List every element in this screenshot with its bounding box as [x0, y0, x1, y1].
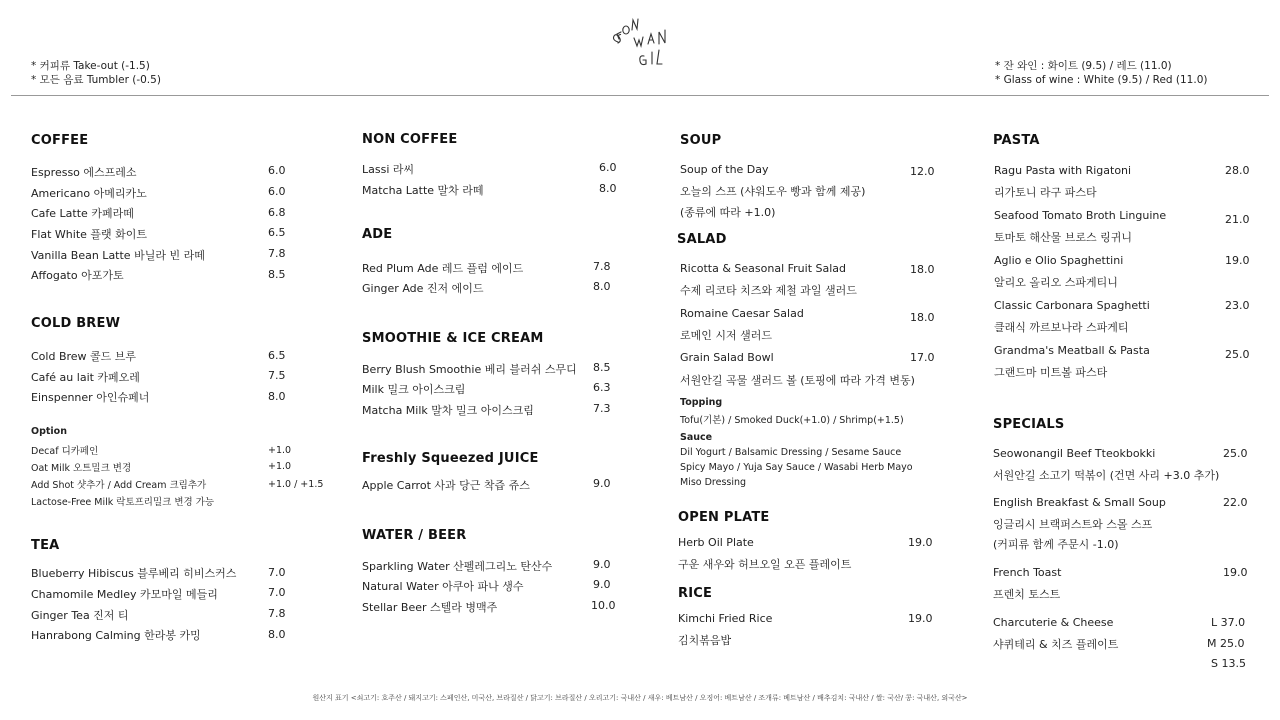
menu-item-price: 9.0	[593, 558, 611, 571]
menu-item-name: Charcuterie & Cheese	[993, 616, 1114, 629]
menu-item-price: 7.8	[268, 247, 286, 260]
coffee-title: COFFEE	[31, 133, 89, 148]
menu-item-price: 6.0	[268, 164, 286, 177]
menu-item-subtitle: 클래식 까르보나라 스파게티	[994, 321, 1129, 334]
menu-item-name: Herb Oil Plate	[678, 536, 754, 549]
menu-item-name: Apple Carrot 사과 당근 착즙 쥬스	[362, 479, 530, 492]
menu-item-price: 6.3	[593, 381, 611, 394]
menu-item-price: 10.0	[591, 599, 616, 612]
menu-item-price: 9.0	[593, 477, 611, 490]
menu-item-price: 23.0	[1225, 299, 1250, 312]
menu-item-subtitle: 잉글리시 브랙퍼스트와 스몰 스프	[993, 518, 1153, 531]
menu-item-name: Natural Water 아쿠아 파나 생수	[362, 580, 524, 593]
menu-item-name: Milk 밀크 아이스크림	[362, 383, 466, 396]
menu-item-name: Lassi 라씨	[362, 163, 415, 176]
menu-item-price: 8.0	[268, 390, 286, 403]
tea-title: TEA	[31, 538, 60, 553]
menu-item-price: 7.0	[268, 586, 286, 599]
menu-item-price: 6.5	[268, 226, 286, 239]
rice-title: RICE	[678, 586, 713, 601]
menu-item-subtitle: 프렌치 토스트	[993, 588, 1061, 601]
topping-text: Tofu(기본) / Smoked Duck(+1.0) / Shrimp(+1.5)	[680, 415, 904, 426]
menu-item-price-medium: M 25.0	[1207, 637, 1245, 650]
menu-item-name: Kimchi Fried Rice	[678, 612, 773, 625]
option-price: +1.0 / +1.5	[268, 479, 324, 490]
menu-item-name: Café au lait 카페오레	[31, 371, 140, 384]
origin-footer: 원산지 표기 <쇠고기: 호주산 / 돼지고기: 스페인산, 미국산, 브라질산 / 닭고기: 브라질산 / 오리고기: 국내산 / 새우: 베트남산 / 오징어: 베트남산 / 조개류: 베트남산 / 배추김치: 국내산 / 쌀: 국산/ 콩: 국내산, 외국산>	[312, 694, 968, 702]
menu-item-price: 7.0	[268, 566, 286, 579]
menu-item-price: 18.0	[910, 311, 935, 324]
option-item: Decaf 디카페인	[31, 446, 99, 457]
menu-item-price: 18.0	[910, 263, 935, 276]
menu-item-name: Americano 아메리카노	[31, 187, 147, 200]
menu-item-price: 17.0	[910, 351, 935, 364]
menu-item-name: Sparkling Water 산펠레그리노 탄산수	[362, 560, 553, 573]
menu-item-price: 9.0	[593, 578, 611, 591]
sauce-line: Dil Yogurt / Balsamic Dressing / Sesame Sauce	[680, 447, 902, 458]
option-price: +1.0	[268, 445, 292, 456]
menu-item-price-large: L 37.0	[1211, 616, 1246, 629]
menu-item-name: Espresso 에스프레소	[31, 166, 137, 179]
option-title: Option	[31, 426, 67, 437]
menu-item-name: Vanilla Bean Latte 바닐라 빈 라떼	[31, 249, 205, 262]
menu-item-price-small: S 13.5	[1211, 657, 1246, 670]
menu-item-price: 7.3	[593, 402, 611, 415]
menu-item-name: Ricotta & Seasonal Fruit Salad	[680, 262, 847, 275]
menu-item-name: Flat White 플랫 화이트	[31, 228, 148, 241]
menu-item-price: 25.0	[1225, 348, 1250, 361]
menu-item-price: 8.0	[599, 182, 617, 195]
menu-item-price: 19.0	[1223, 566, 1248, 579]
menu-item-price: 8.0	[268, 628, 286, 641]
menu-item-price: 8.5	[268, 268, 286, 281]
menu-item-name: Red Plum Ade 레드 플럼 에이드	[362, 262, 524, 275]
menu-item-name: Aglio e Olio Spaghettini	[994, 254, 1124, 267]
menu-item-price: 6.8	[268, 206, 286, 219]
open-plate-title: OPEN PLATE	[678, 510, 770, 525]
menu-item-name: Seowonangil Beef Tteokbokki	[993, 447, 1156, 460]
menu-item-price: 7.8	[593, 260, 611, 273]
menu-item-name: Matcha Latte 말차 라떼	[362, 184, 484, 197]
menu-item-subtitle: 구운 새우와 허브오일 오픈 플레이트	[678, 558, 852, 571]
menu-item-name: Hanrabong Calming 한라봉 카밍	[31, 629, 201, 642]
menu-item-price: 7.8	[268, 607, 286, 620]
left-notes	[31, 59, 161, 87]
option-item: Add Shot 샷추가 / Add Cream 크림추가	[31, 480, 207, 491]
menu-item-name: Einspenner 아인슈페너	[31, 391, 150, 404]
menu-item-price: 6.0	[599, 161, 617, 174]
menu-item-name: Berry Blush Smoothie 베리 블러쉬 스무디	[362, 363, 577, 376]
menu-item-price: 25.0	[1223, 447, 1248, 460]
menu-item-price: 21.0	[1225, 213, 1250, 226]
menu-item-subtitle: 리가토니 라구 파스타	[994, 186, 1097, 199]
menu-item-name: Cafe Latte 카페라떼	[31, 207, 134, 220]
menu-item-note: (종류에 따라 +1.0)	[680, 206, 776, 219]
option-item: Oat Milk 오트밀크 변경	[31, 463, 132, 474]
menu-item-price: 19.0	[908, 612, 933, 625]
option-item: Lactose-Free Milk 락토프리밀크 변경 가능	[31, 497, 215, 508]
menu-item-subtitle: 로메인 시저 샐러드	[680, 329, 773, 342]
menu-item-subtitle: 알리오 올리오 스파게티니	[994, 276, 1118, 289]
menu-item-price: 6.0	[268, 185, 286, 198]
menu-item-price: 22.0	[1223, 496, 1248, 509]
menu-item-name: Cold Brew 콜드 브루	[31, 350, 137, 363]
menu-item-subtitle: 서원안길 소고기 떡볶이 (건면 사리 +3.0 추가)	[993, 469, 1220, 482]
menu-item-name: Seafood Tomato Broth Linguine	[994, 209, 1167, 222]
wine-note-en: * Glass of wine : White (9.5) / Red (11.0)	[995, 74, 1208, 86]
pasta-title: PASTA	[993, 133, 1040, 148]
menu-item-name: English Breakfast & Small Soup	[993, 496, 1166, 509]
cold-brew-title: COLD BREW	[31, 316, 121, 331]
menu-item-price: 19.0	[908, 536, 933, 549]
water-beer-title: WATER / BEER	[362, 528, 467, 543]
menu-item-subtitle: 그랜드마 미트볼 파스타	[994, 366, 1108, 379]
menu-item-price: 6.5	[268, 349, 286, 362]
sauce-line: Spicy Mayo / Yuja Say Sauce / Wasabi Herb Mayo	[680, 462, 913, 473]
menu-item-price: 12.0	[910, 165, 935, 178]
menu-item-name: Ragu Pasta with Rigatoni	[994, 164, 1132, 177]
menu-item-note: (커피류 함께 주문시 -1.0)	[993, 538, 1119, 551]
menu-item-name: Matcha Milk 말차 밀크 아이스크림	[362, 404, 534, 417]
topping-title: Topping	[680, 397, 723, 408]
juice-title: Freshly Squeezed JUICE	[362, 451, 539, 466]
specials-title: SPECIALS	[993, 417, 1065, 432]
menu-item-price: 19.0	[1225, 254, 1250, 267]
menu-item-subtitle: 샤퀴테리 & 치즈 플레이트	[993, 638, 1119, 651]
menu-item-price: 8.0	[593, 280, 611, 293]
smoothie-title: SMOOTHIE & ICE CREAM	[362, 331, 544, 346]
menu-item-subtitle: 김치볶음밥	[678, 634, 732, 647]
ade-title: ADE	[362, 227, 393, 242]
menu-item-price: 8.5	[593, 361, 611, 374]
menu-item-name: Grain Salad Bowl	[680, 351, 774, 364]
seonwanggil-logo	[604, 16, 676, 76]
menu-item-name: French Toast	[993, 566, 1062, 579]
menu-item-name: Affogato 아포가토	[31, 269, 124, 282]
sauce-title: Sauce	[680, 432, 713, 443]
menu-item-name: Soup of the Day	[680, 163, 769, 176]
menu-item-name: Ginger Ade 진저 에이드	[362, 282, 484, 295]
menu-item-subtitle: 수제 리코타 치즈와 제철 과일 샐러드	[680, 284, 857, 297]
menu-item-name: Stellar Beer 스텔라 병맥주	[362, 601, 498, 614]
menu-item-subtitle: 서원안길 곡물 샐러드 볼 (토핑에 따라 가격 변동)	[680, 374, 915, 387]
non-coffee-title: NON COFFEE	[362, 132, 458, 147]
sauce-line: Miso Dressing	[680, 477, 747, 488]
soup-title: SOUP	[680, 133, 722, 148]
salad-title: SALAD	[677, 232, 727, 247]
option-price: +1.0	[268, 461, 292, 472]
menu-item-name: Blueberry Hibiscus 블루베리 히비스커스	[31, 567, 237, 580]
menu-item-price: 7.5	[268, 369, 286, 382]
menu-item-name: Ginger Tea 진저 티	[31, 609, 129, 622]
menu-item-name: Classic Carbonara Spaghetti	[994, 299, 1150, 312]
menu-item-subtitle: 토마토 해산물 브로스 링귀니	[994, 231, 1133, 244]
menu-item-name: Romaine Caesar Salad	[680, 307, 804, 320]
menu-item-subtitle: 오늘의 스프 (샤워도우 빵과 함께 제공)	[680, 185, 866, 198]
header-divider	[11, 95, 1269, 96]
menu-item-name: Chamomile Medley 카모마일 메들리	[31, 588, 218, 601]
menu-item-price: 28.0	[1225, 164, 1250, 177]
right-notes	[995, 59, 1207, 87]
menu-item-name: Grandma's Meatball & Pasta	[994, 344, 1150, 357]
takeout-note: * 커피류 Take-out (-1.5)	[31, 60, 150, 72]
tumbler-note: * 모든 음료 Tumbler (-0.5)	[31, 74, 161, 86]
wine-note-kr: * 잔 와인 : 화이트 (9.5) / 레드 (11.0)	[995, 60, 1172, 72]
